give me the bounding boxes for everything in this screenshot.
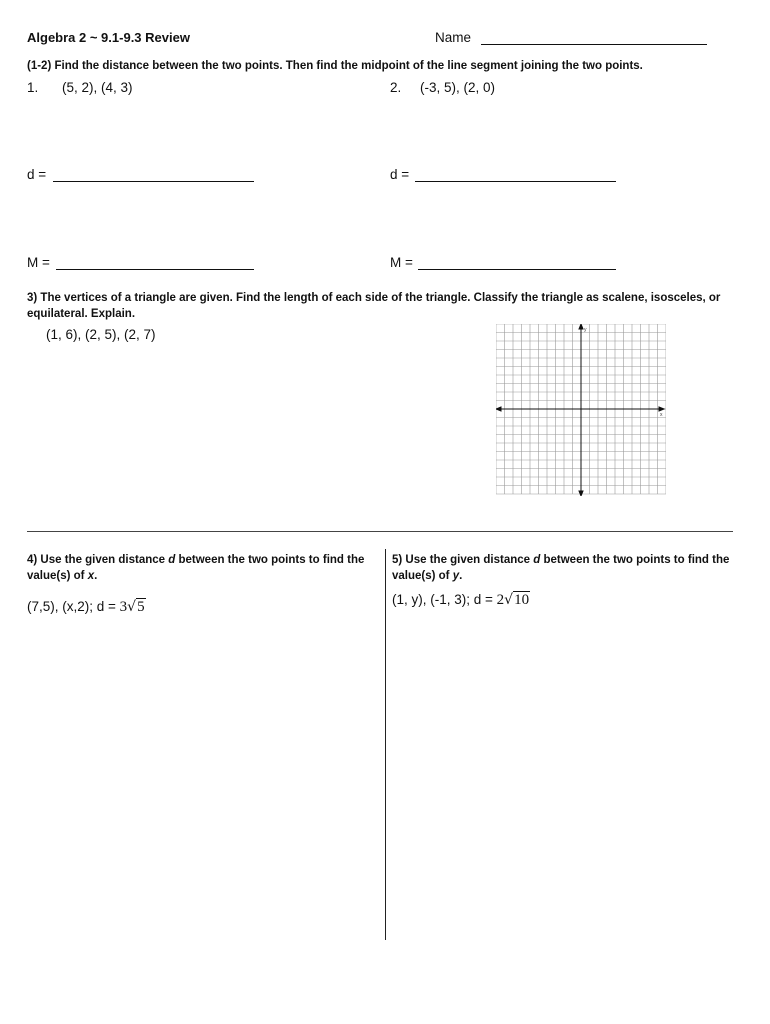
instructions-4-text-mid: between the two points to find the value(s) of bbox=[27, 554, 365, 582]
instructions-4-text-end: . bbox=[94, 570, 98, 582]
problem-4-points: (7,5), (x,2); d = bbox=[27, 599, 120, 614]
instructions-5-var-d: d bbox=[533, 554, 541, 566]
problem-2-number: 2. bbox=[390, 80, 402, 95]
problem-2-d-label: d = bbox=[390, 167, 410, 182]
coordinate-grid bbox=[496, 324, 666, 496]
problem-1-d-label: d = bbox=[27, 167, 47, 182]
problem-5-radicand: 10 bbox=[514, 592, 530, 608]
y-axis-arrow-down bbox=[579, 491, 583, 496]
problem-1-points: (5, 2), (4, 3) bbox=[62, 80, 133, 95]
x-axis-label: x bbox=[660, 412, 663, 418]
problem-2-m-label: M = bbox=[390, 255, 413, 270]
instructions-4-text: 4) Use the given distance bbox=[27, 554, 169, 566]
problem-1-number: 1. bbox=[27, 80, 39, 95]
instructions-1-2: (1-2) Find the distance between the two points. Then find the midpoint of the line segment joining the two points. bbox=[27, 60, 643, 72]
problem-3-points: (1, 6), (2, 5), (2, 7) bbox=[46, 327, 156, 342]
problem-2-points: (-3, 5), (2, 0) bbox=[420, 80, 496, 95]
instructions-4 bbox=[27, 552, 367, 584]
instructions-4-var-x: x bbox=[87, 570, 95, 582]
problem-1-m-label: M = bbox=[27, 255, 50, 270]
x-axis-arrow-right bbox=[659, 407, 664, 411]
problem-1-d-blank[interactable] bbox=[53, 181, 254, 182]
instructions-4-var-d: d bbox=[168, 554, 176, 566]
sqrt-symbol: √ bbox=[127, 599, 137, 615]
instructions-5-text-end: . bbox=[459, 570, 463, 582]
name-blank[interactable] bbox=[481, 44, 707, 45]
section-divider bbox=[27, 531, 733, 532]
problem-2-d-blank[interactable] bbox=[415, 181, 616, 182]
instructions-5-text: 5) Use the given distance bbox=[392, 554, 534, 566]
problem-4-expression bbox=[27, 599, 146, 616]
problem-4-radicand: 5 bbox=[137, 599, 145, 615]
y-axis-label: y bbox=[584, 327, 587, 333]
instructions-3: 3) The vertices of a triangle are given. Find the length of each side of the triangle. Classify the triangle as scalene, isosceles, or equilateral. Explain. bbox=[27, 292, 721, 320]
y-axis-arrow-up bbox=[579, 324, 583, 329]
problem-5-points: (1, y), (-1, 3); d = bbox=[392, 592, 497, 607]
sqrt-symbol: √ bbox=[504, 592, 514, 608]
problem-5-coef: 2 bbox=[496, 592, 505, 608]
instructions-5 bbox=[392, 552, 732, 584]
x-axis-arrow-left bbox=[496, 407, 501, 411]
problem-4-coef: 3 bbox=[119, 599, 128, 615]
problem-2-m-blank[interactable] bbox=[418, 269, 616, 270]
instructions-5-text-mid: between the two points to find the value(s) of bbox=[392, 554, 730, 582]
instructions-5-var-y: y bbox=[452, 570, 460, 582]
problem-1-m-blank[interactable] bbox=[56, 269, 254, 270]
problem-5-expression bbox=[392, 592, 530, 609]
worksheet-title: Algebra 2 ~ 9.1-9.3 Review bbox=[27, 30, 190, 45]
name-label: Name bbox=[435, 30, 472, 45]
column-divider bbox=[385, 549, 386, 940]
